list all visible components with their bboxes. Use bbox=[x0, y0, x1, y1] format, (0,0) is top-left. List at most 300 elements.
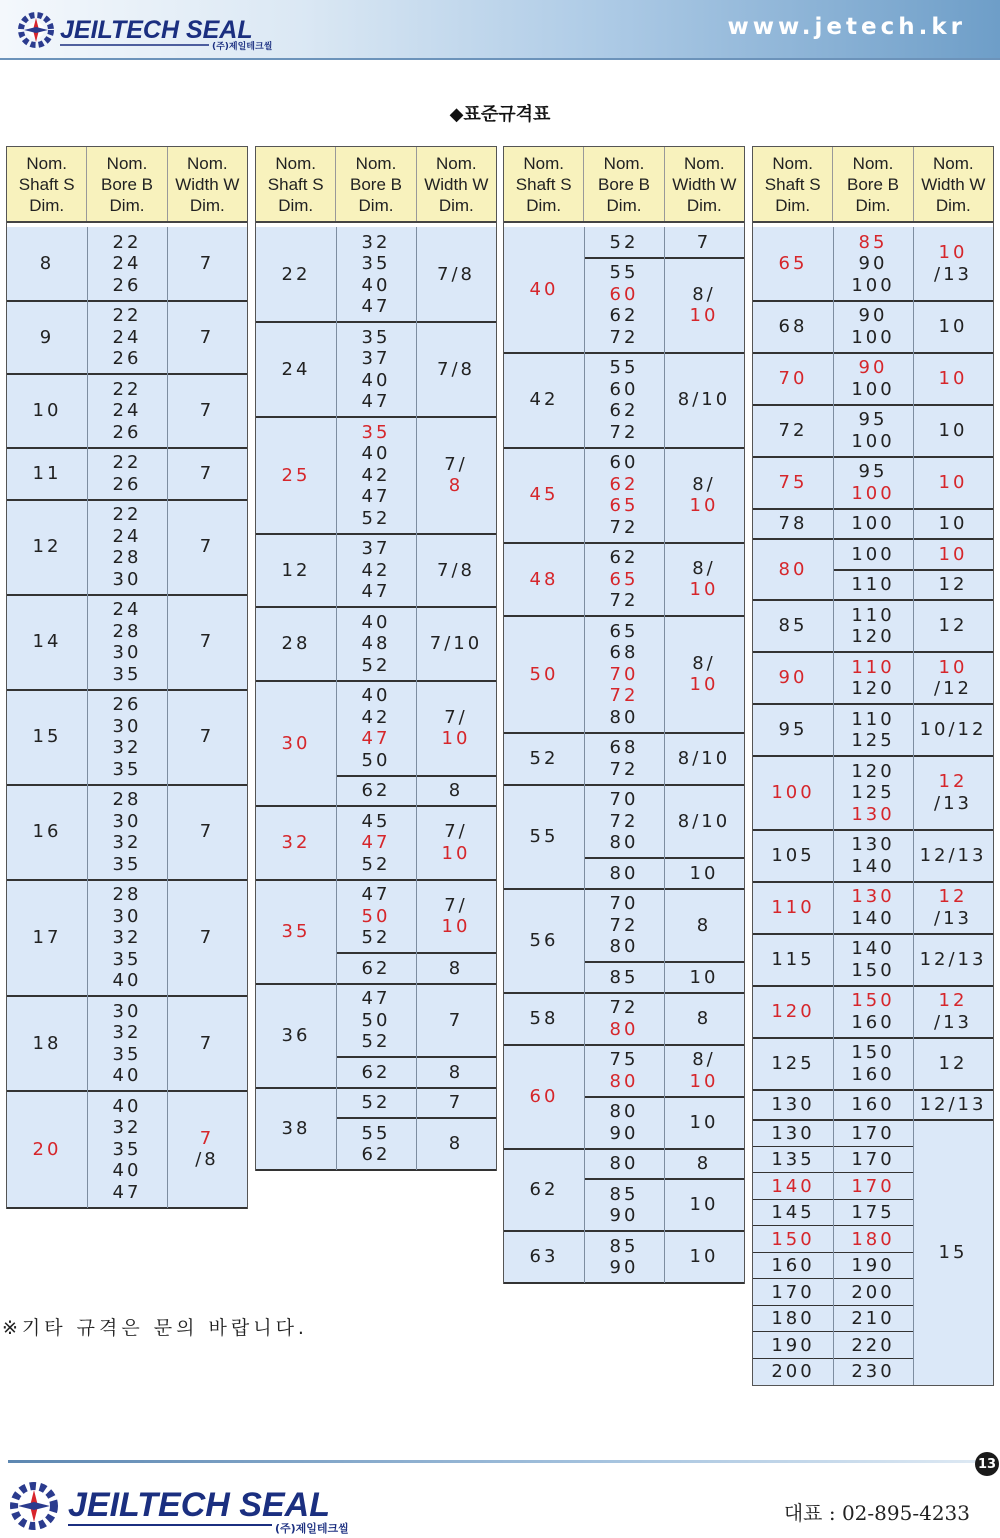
header-text: Dim. bbox=[109, 195, 145, 215]
table-body bbox=[504, 223, 744, 1283]
shaft-cell-text: 125 bbox=[771, 1052, 815, 1074]
width-cell-text: 7/8 bbox=[437, 559, 475, 581]
bore-cell bbox=[87, 301, 167, 375]
bore-cell-text bbox=[610, 737, 639, 780]
width-cell-text: 10 bbox=[938, 419, 968, 441]
bore-value: 40 bbox=[112, 1095, 142, 1117]
spec-table-4 bbox=[752, 146, 994, 1386]
bore-cell-text bbox=[851, 834, 894, 877]
width-cell bbox=[664, 785, 744, 859]
width-cell-text: 8 bbox=[448, 957, 464, 979]
bore-value: 32 bbox=[112, 1022, 142, 1043]
bore-value: 80 bbox=[609, 832, 639, 853]
bore-value: 140 bbox=[851, 907, 895, 929]
bore-value: 47 bbox=[361, 581, 391, 602]
width-cell bbox=[913, 600, 993, 652]
shaft-cell bbox=[256, 534, 336, 608]
bore-cell-text bbox=[610, 1101, 639, 1144]
bore-value: 40 bbox=[361, 369, 391, 391]
width-cell-text: 10 bbox=[938, 513, 968, 534]
bore-value: 22 bbox=[112, 231, 142, 253]
bore-cell bbox=[833, 1226, 913, 1253]
width-cell bbox=[167, 595, 247, 690]
phone-number: 대표 : 02-895-4233 bbox=[783, 1501, 970, 1525]
bore-cell-text bbox=[610, 863, 639, 885]
shaft-cell bbox=[504, 733, 584, 785]
header-text: Dim. bbox=[935, 195, 971, 215]
bore-value: 26 bbox=[112, 694, 142, 715]
shaft-cell-text: 45 bbox=[529, 484, 559, 506]
bore-value: 130 bbox=[851, 886, 895, 907]
bore-cell bbox=[833, 405, 913, 457]
bore-cell-text bbox=[610, 1236, 639, 1279]
width-cell-text: 7 bbox=[199, 462, 215, 484]
bore-value: 22 bbox=[112, 452, 142, 473]
svg-text:(주)제일테크씰: (주)제일테크씰 bbox=[275, 1522, 349, 1535]
bore-value: 40 bbox=[112, 970, 142, 991]
table-body bbox=[7, 223, 247, 1208]
header-text: Dim. bbox=[855, 195, 891, 215]
bore-value: 80 bbox=[609, 936, 639, 957]
bore-value: 47 bbox=[361, 832, 391, 853]
width-cell bbox=[913, 1090, 993, 1121]
bore-value: 62 bbox=[361, 1061, 391, 1083]
bore-value: 42 bbox=[361, 559, 391, 581]
width-cell bbox=[664, 889, 744, 963]
bore-cell-text bbox=[113, 504, 142, 590]
bore-value: 47 bbox=[112, 1181, 142, 1203]
bore-value: 32 bbox=[361, 231, 391, 253]
bore-cell bbox=[833, 1120, 913, 1147]
bore-cell bbox=[833, 1279, 913, 1306]
shaft-cell-text: 58 bbox=[529, 1007, 559, 1029]
bore-cell bbox=[87, 996, 167, 1091]
width-cell bbox=[416, 953, 496, 984]
table-header bbox=[504, 147, 744, 223]
column-divider bbox=[336, 227, 337, 1170]
page-number: 13 bbox=[975, 1452, 999, 1476]
shaft-cell-text: 140 bbox=[771, 1175, 815, 1197]
bore-value: 35 bbox=[361, 326, 391, 348]
shaft-cell bbox=[7, 1091, 87, 1208]
width-cell bbox=[416, 227, 496, 322]
bore-value: 90 bbox=[858, 357, 888, 378]
bore-value: 42 bbox=[361, 706, 391, 728]
bore-cell bbox=[336, 417, 416, 534]
shaft-cell-text: 60 bbox=[529, 1085, 559, 1107]
shaft-cell bbox=[753, 539, 833, 600]
website-url[interactable]: www.jetech.kr bbox=[727, 14, 966, 40]
bore-value: 140 bbox=[851, 938, 895, 959]
shaft-cell-text: 24 bbox=[281, 358, 311, 380]
shaft-cell-text: 90 bbox=[778, 667, 808, 689]
bore-value: 47 bbox=[361, 486, 391, 507]
bore-value: 60 bbox=[609, 378, 639, 400]
shaft-cell bbox=[504, 353, 584, 448]
bore-cell-text: 220 bbox=[851, 1334, 895, 1356]
bore-value: 65 bbox=[609, 620, 639, 642]
width-cell bbox=[913, 570, 993, 601]
bore-cell bbox=[584, 616, 664, 733]
bore-cell-text bbox=[851, 574, 894, 596]
bore-cell bbox=[833, 1306, 913, 1333]
shaft-cell-text: 70 bbox=[778, 367, 808, 389]
shaft-cell bbox=[256, 417, 336, 534]
header-text: Dim. bbox=[686, 195, 722, 215]
width-cell bbox=[664, 543, 744, 617]
bore-cell-text bbox=[362, 685, 391, 771]
width-cell bbox=[913, 934, 993, 986]
bore-cell-text bbox=[113, 789, 142, 875]
width-cell bbox=[416, 417, 496, 534]
width-cell bbox=[416, 607, 496, 681]
width-cell-text: 8 bbox=[448, 1061, 464, 1083]
bore-cell-text bbox=[610, 621, 639, 729]
bore-value: 130 bbox=[851, 803, 895, 825]
width-cell bbox=[913, 986, 993, 1038]
bore-cell-text bbox=[113, 452, 142, 495]
bore-cell bbox=[584, 353, 664, 448]
shaft-cell bbox=[753, 1332, 833, 1359]
shaft-cell bbox=[753, 756, 833, 830]
shaft-cell bbox=[504, 543, 584, 617]
width-cell-text: 7/8 bbox=[437, 358, 475, 380]
bore-cell-text bbox=[362, 612, 391, 677]
bore-cell-text bbox=[610, 997, 639, 1040]
header-text: Nom. bbox=[603, 153, 645, 173]
company-logo-footer bbox=[4, 1478, 364, 1536]
shaft-cell bbox=[753, 1200, 833, 1227]
bore-cell bbox=[833, 1173, 913, 1200]
shaft-cell bbox=[504, 889, 584, 993]
table-header bbox=[256, 147, 496, 223]
bore-cell-text: 175 bbox=[851, 1202, 895, 1223]
bore-value: 80 bbox=[609, 1153, 639, 1174]
header-width bbox=[913, 147, 993, 221]
bore-value: 32 bbox=[112, 737, 142, 758]
bore-value: 35 bbox=[112, 1043, 142, 1065]
header-text: Bore B bbox=[350, 174, 402, 194]
shaft-cell bbox=[753, 1279, 833, 1306]
bore-cell bbox=[584, 448, 664, 543]
width-cell-text: 10 /13 bbox=[934, 242, 972, 285]
bore-value: 22 bbox=[112, 504, 142, 525]
bore-cell bbox=[833, 1038, 913, 1090]
bore-cell-text: 180 bbox=[851, 1228, 895, 1250]
shaft-cell bbox=[504, 993, 584, 1045]
width-cell-text: 8 bbox=[696, 1153, 712, 1174]
shaft-cell bbox=[504, 1149, 584, 1232]
bore-value: 120 bbox=[851, 678, 895, 699]
bore-value: 28 bbox=[112, 789, 142, 810]
header-text: Dim. bbox=[606, 195, 642, 215]
shaft-cell-text: 63 bbox=[529, 1246, 559, 1268]
header-text: Width W bbox=[175, 174, 240, 194]
bore-cell bbox=[336, 953, 416, 984]
width-cell bbox=[664, 1097, 744, 1149]
shaft-cell bbox=[504, 785, 584, 889]
bore-cell bbox=[833, 1090, 913, 1121]
bore-cell-text bbox=[362, 884, 391, 949]
bore-cell-text bbox=[362, 780, 391, 802]
bore-value: 52 bbox=[361, 654, 391, 676]
bore-cell bbox=[833, 882, 913, 934]
bore-value: 90 bbox=[858, 305, 888, 326]
width-cell-text: 7 bbox=[199, 631, 215, 653]
bore-value: 26 bbox=[112, 473, 142, 495]
shaft-cell-text: 25 bbox=[281, 464, 311, 486]
shaft-cell bbox=[256, 607, 336, 681]
bore-value: 90 bbox=[858, 253, 888, 274]
width-cell-text: 7 bbox=[199, 400, 215, 421]
shaft-cell bbox=[7, 374, 87, 448]
width-cell bbox=[416, 984, 496, 1058]
bore-value: 150 bbox=[851, 959, 895, 981]
header-text: Nom. bbox=[355, 153, 397, 173]
shaft-cell bbox=[753, 353, 833, 405]
width-cell bbox=[416, 1057, 496, 1088]
page-title: ◆표준규격표 bbox=[449, 104, 551, 125]
bore-value: 72 bbox=[609, 685, 639, 706]
bore-value: 26 bbox=[112, 274, 142, 296]
bore-cell-text: 230 bbox=[851, 1361, 895, 1382]
column-divider bbox=[833, 227, 834, 1385]
width-cell bbox=[167, 1091, 247, 1208]
bore-cell-text bbox=[362, 327, 391, 413]
bore-value: 100 bbox=[851, 482, 895, 504]
bore-cell bbox=[336, 1057, 416, 1088]
bore-cell bbox=[87, 500, 167, 595]
shaft-cell-text: 72 bbox=[778, 419, 808, 441]
shaft-cell bbox=[256, 322, 336, 417]
width-cell bbox=[913, 1038, 993, 1090]
shaft-cell-text: 30 bbox=[281, 732, 311, 754]
shaft-cell bbox=[7, 996, 87, 1091]
bore-cell bbox=[87, 690, 167, 785]
bore-value: 24 bbox=[112, 400, 142, 421]
bore-value: 100 bbox=[851, 274, 895, 296]
bore-cell-text bbox=[851, 709, 894, 752]
shaft-cell bbox=[753, 405, 833, 457]
shaft-cell-text: 135 bbox=[771, 1149, 815, 1170]
shaft-cell-text: 75 bbox=[778, 471, 808, 493]
bore-value: 40 bbox=[361, 443, 391, 464]
width-cell-text: 12/13 bbox=[919, 1094, 987, 1115]
svg-text:JEILTECH SEAL: JEILTECH SEAL bbox=[68, 1486, 330, 1524]
bore-value: 30 bbox=[112, 642, 142, 663]
shaft-cell bbox=[504, 1045, 584, 1149]
width-cell bbox=[913, 756, 993, 830]
bore-value: 130 bbox=[851, 834, 895, 855]
shaft-cell-text: 170 bbox=[771, 1281, 815, 1303]
bore-value: 40 bbox=[361, 611, 391, 633]
bore-value: 62 bbox=[609, 547, 639, 568]
bore-cell-text: 170 bbox=[851, 1175, 895, 1197]
bore-value: 40 bbox=[361, 685, 391, 706]
footer-note: ※기타 규격은 문의 바랍니다. bbox=[2, 1317, 308, 1339]
header-text: Dim. bbox=[29, 195, 65, 215]
shaft-cell-text: 130 bbox=[771, 1094, 815, 1115]
shaft-cell-text: 42 bbox=[529, 389, 559, 411]
width-cell bbox=[664, 858, 744, 889]
width-cell bbox=[664, 1149, 744, 1180]
header-shaft bbox=[7, 147, 86, 221]
bore-cell-text bbox=[610, 452, 639, 538]
bore-cell-text bbox=[362, 1062, 391, 1084]
bore-cell-text bbox=[851, 461, 894, 504]
shaft-cell bbox=[753, 830, 833, 882]
bore-value: 52 bbox=[361, 1031, 391, 1052]
bore-value: 47 bbox=[361, 391, 391, 412]
bore-cell bbox=[584, 258, 664, 353]
shaft-cell bbox=[753, 1359, 833, 1386]
header-text: Dim. bbox=[278, 195, 314, 215]
shaft-cell bbox=[256, 227, 336, 322]
bore-value: 35 bbox=[112, 853, 142, 875]
width-cell bbox=[167, 690, 247, 785]
width-cell bbox=[664, 1231, 744, 1283]
bore-value: 55 bbox=[609, 262, 639, 283]
header-width bbox=[416, 147, 496, 221]
width-cell-text: 7 bbox=[199, 927, 215, 948]
width-cell-text: 10 bbox=[689, 1246, 719, 1268]
width-cell bbox=[416, 880, 496, 954]
bore-cell bbox=[584, 1179, 664, 1231]
width-cell-text: 8/ 10 bbox=[689, 283, 719, 326]
shaft-cell-text: 95 bbox=[778, 719, 808, 741]
bore-value: 60 bbox=[609, 452, 639, 473]
company-logo bbox=[14, 8, 274, 52]
width-cell-text: 8/10 bbox=[677, 810, 731, 832]
width-cell-text: 8 bbox=[448, 1133, 464, 1155]
bore-cell bbox=[833, 986, 913, 1038]
shaft-cell-text: 200 bbox=[771, 1361, 815, 1382]
header-text: Nom. bbox=[187, 153, 228, 173]
bore-value: 24 bbox=[112, 326, 142, 348]
bore-cell-text bbox=[113, 305, 142, 370]
bore-value: 35 bbox=[112, 1138, 142, 1160]
bore-cell bbox=[336, 806, 416, 880]
bore-cell bbox=[833, 301, 913, 353]
bore-cell-text bbox=[851, 886, 894, 929]
header-text: Dim. bbox=[775, 195, 811, 215]
bore-value: 28 bbox=[112, 884, 142, 905]
header-shaft bbox=[256, 147, 335, 221]
shaft-cell-text: 48 bbox=[529, 568, 559, 590]
bore-value: 30 bbox=[112, 568, 142, 590]
bore-value: 55 bbox=[609, 357, 639, 378]
width-cell bbox=[416, 1118, 496, 1170]
width-cell bbox=[167, 448, 247, 500]
bore-value: 72 bbox=[609, 326, 639, 348]
bore-value: 72 bbox=[609, 997, 639, 1018]
svg-text:(주)제일테크씰: (주)제일테크씰 bbox=[212, 42, 273, 52]
shaft-cell-text: 17 bbox=[32, 927, 62, 948]
bore-value: 24 bbox=[112, 525, 142, 547]
bore-value: 50 bbox=[361, 749, 391, 771]
shaft-cell-text: 105 bbox=[771, 844, 815, 866]
shaft-cell bbox=[753, 934, 833, 986]
header-text: Bore B bbox=[598, 174, 650, 194]
width-cell-text: 7 bbox=[199, 1032, 215, 1054]
bore-cell bbox=[87, 785, 167, 880]
bore-cell bbox=[584, 733, 664, 785]
bore-value: 90 bbox=[609, 1257, 639, 1278]
row-divider bbox=[7, 1207, 247, 1209]
width-cell bbox=[664, 227, 744, 258]
bore-value: 100 bbox=[851, 513, 895, 534]
bore-cell bbox=[833, 1359, 913, 1386]
shaft-cell bbox=[753, 882, 833, 934]
shaft-cell-text: 22 bbox=[281, 263, 311, 285]
width-cell-text: 7 bbox=[199, 821, 215, 843]
bore-value: 125 bbox=[851, 730, 895, 751]
bore-value: 160 bbox=[851, 1094, 895, 1115]
bore-value: 110 bbox=[851, 708, 895, 730]
bore-value: 30 bbox=[112, 715, 142, 737]
shaft-cell-text: 32 bbox=[281, 832, 311, 853]
header-text: Dim. bbox=[438, 195, 474, 215]
bore-value: 80 bbox=[609, 1101, 639, 1122]
bore-value: 85 bbox=[609, 1235, 639, 1257]
bore-value: 62 bbox=[361, 1144, 391, 1165]
header-text: Dim. bbox=[358, 195, 394, 215]
bore-value: 30 bbox=[112, 1000, 142, 1022]
shaft-cell bbox=[753, 509, 833, 540]
bore-cell-text bbox=[610, 893, 639, 958]
bore-cell bbox=[584, 785, 664, 859]
shaft-cell-text: 120 bbox=[771, 1000, 815, 1022]
bore-value: 55 bbox=[361, 1122, 391, 1144]
bore-cell bbox=[833, 353, 913, 405]
bore-value: 72 bbox=[609, 758, 639, 780]
header-text: Nom. bbox=[436, 153, 477, 173]
width-cell bbox=[664, 1179, 744, 1231]
shaft-cell-text: 115 bbox=[771, 948, 815, 970]
bore-value: 26 bbox=[112, 421, 142, 443]
header-text: Dim. bbox=[189, 195, 225, 215]
column-divider bbox=[664, 227, 665, 1283]
shaft-cell-text: 12 bbox=[32, 536, 62, 558]
header-text: Nom. bbox=[772, 153, 813, 173]
shaft-cell-text: 65 bbox=[778, 253, 808, 274]
bore-cell bbox=[584, 543, 664, 617]
width-cell bbox=[167, 500, 247, 595]
bore-value: 80 bbox=[609, 862, 639, 884]
bore-cell-text bbox=[610, 357, 639, 443]
bore-cell-text bbox=[362, 232, 391, 318]
shaft-cell-text: 20 bbox=[32, 1138, 62, 1160]
shaft-cell bbox=[256, 806, 336, 880]
bore-value: 90 bbox=[609, 1205, 639, 1226]
shaft-cell-text: 100 bbox=[771, 782, 815, 803]
bore-value: 22 bbox=[112, 305, 142, 326]
width-cell-text: 7 bbox=[199, 536, 215, 558]
width-cell bbox=[913, 652, 993, 704]
bore-cell bbox=[833, 934, 913, 986]
bore-value: 45 bbox=[361, 810, 391, 832]
table-header bbox=[753, 147, 993, 223]
width-cell-text: 7/8 bbox=[437, 263, 475, 285]
header-text: Nom. bbox=[26, 153, 67, 173]
bore-cell bbox=[336, 607, 416, 681]
width-cell-text: 10 bbox=[689, 1194, 719, 1216]
bore-cell bbox=[833, 570, 913, 601]
width-cell-text: 8 bbox=[696, 1007, 712, 1029]
width-cell bbox=[664, 733, 744, 785]
shaft-cell bbox=[7, 785, 87, 880]
width-cell bbox=[913, 830, 993, 882]
